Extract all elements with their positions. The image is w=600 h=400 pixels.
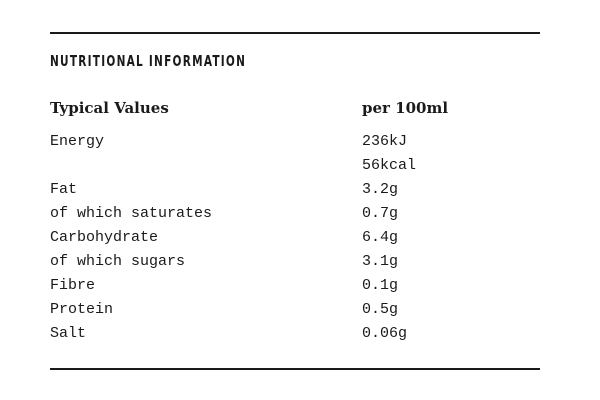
row-value: 0.5g [362,301,399,318]
nutrition-panel [50,32,540,370]
row-value: 236kJ [362,133,408,150]
row-value: 0.7g [362,205,399,222]
table-row-fat [50,178,540,202]
row-label: Fat [50,181,78,198]
table-row-saturates [50,202,540,226]
row-value: 56kcal [362,157,417,174]
row-label: Energy [50,133,105,150]
row-value: 3.2g [362,181,399,198]
row-label: Fibre [50,277,96,294]
table-row-energy-kcal [50,154,540,178]
panel-heading: NUTRITIONAL INFORMATION [50,52,247,70]
row-label: of which saturates [50,205,213,222]
table-row-salt [50,322,540,346]
row-label: Carbohydrate [50,229,159,246]
row-label: Salt [50,325,87,342]
table-row-carbohydrate [50,226,540,250]
row-value: 6.4g [362,229,399,246]
table-row-fibre [50,274,540,298]
typical-values-header: Typical Values [50,99,169,117]
row-label: of which sugars [50,253,186,270]
row-value: 0.1g [362,277,399,294]
top-divider [50,32,540,34]
row-label: Protein [50,301,114,318]
row-value: 3.1g [362,253,399,270]
table-row-protein [50,298,540,322]
nutrition-table [50,130,540,346]
row-value: 0.06g [362,325,408,342]
table-row-sugars [50,250,540,274]
per-100ml-header: per 100ml [362,99,449,117]
table-row-energy-kj [50,130,540,154]
bottom-divider [50,368,540,370]
